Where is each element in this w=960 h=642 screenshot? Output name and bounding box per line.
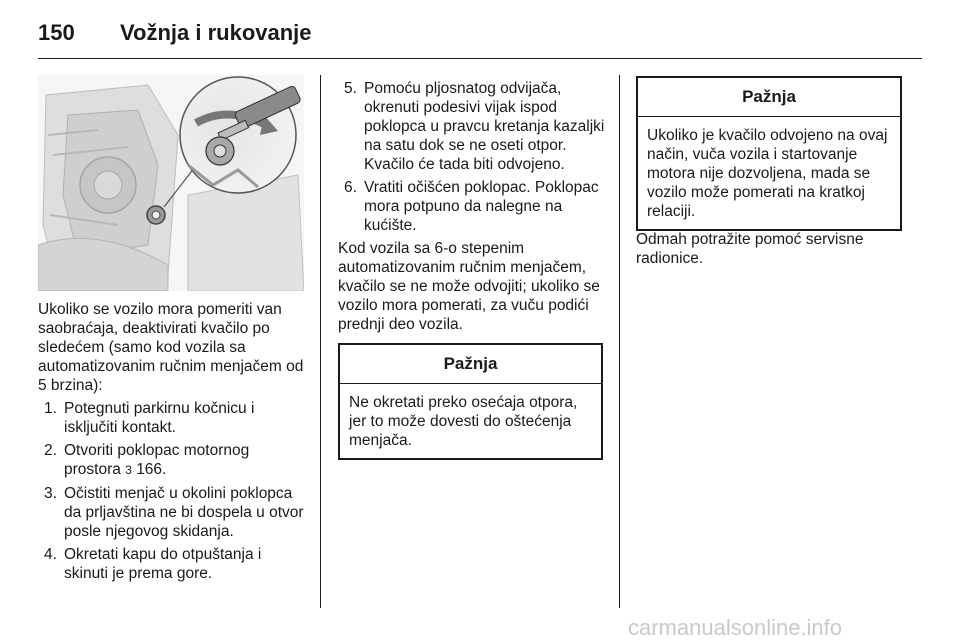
step-text: Otvoriti poklopac motornog prostora [64, 442, 250, 478]
column-1 [38, 300, 308, 587]
step-text: Vratiti očišćen poklopac. Poklopac mora potpuno da nalegne na kućište. [364, 179, 599, 234]
column-divider [619, 75, 620, 608]
step-number: 2. [44, 442, 57, 459]
page-ref[interactable]: 166. [136, 461, 167, 478]
step-number: 6. [344, 179, 357, 196]
list-item [38, 484, 308, 541]
body-paragraph: Odmah potražite pomoć servisne radionice. [636, 231, 864, 267]
page-ref-arrow-icon: 3 [125, 463, 132, 477]
body-paragraph: Kod vozila sa 6-o stepenim automatizovanim ručnim menjačem, kvačilo se ne može odvojiti; ukoliko se vozilo mora pomerati, za vuču podići prednji deo vozila. [338, 240, 600, 333]
notice-box [636, 76, 902, 231]
intro-paragraph: Ukoliko se vozilo mora pomeriti van saobraćaja, deaktivirati kvačilo po sledećem (samo kod vozila sa automatizovanim ručnim menjačem od 5 brzina): [38, 301, 304, 394]
page-number: 150 [38, 20, 75, 45]
step-text: Očistiti menjač u okolini poklopca da prljavština ne bi dospela u otvor posle njegovog skidanja. [64, 485, 304, 540]
steps-list [338, 79, 608, 235]
list-item [38, 399, 308, 437]
chapter-title: Vožnja i rukovanje [120, 20, 312, 45]
gearbox-illustration [38, 75, 304, 291]
step-number: 5. [344, 80, 357, 97]
notice-title: Pažnja [340, 345, 601, 384]
list-item [38, 441, 308, 480]
column-2 [338, 79, 608, 334]
watermark: carmanualsonline.info [628, 615, 843, 640]
step-text: Okretati kapu do otpuštanja i skinuti je prema gore. [64, 546, 262, 582]
step-number: 1. [44, 400, 57, 417]
step-number: 4. [44, 546, 57, 563]
header-rule [38, 58, 922, 59]
column-3 [636, 230, 906, 268]
list-item [38, 545, 308, 583]
notice-title: Pažnja [638, 78, 900, 117]
step-text: Potegnuti parkirnu kočnicu i isključiti kontakt. [64, 400, 255, 436]
step-number: 3. [44, 485, 57, 502]
notice-body: Ne okretati preko osećaja otpora, jer to može dovesti do oštećenja menjača. [349, 394, 578, 449]
page-header [38, 14, 922, 54]
column-divider [320, 75, 321, 608]
notice-body: Ukoliko je kvačilo odvojeno na ovaj način, vuča vozila i startovanje motora nije dozvoljena, mada se vozilo može pomerati na kratkoj relaciji. [647, 127, 888, 220]
notice-box [338, 343, 603, 460]
list-item [338, 178, 608, 235]
step-text: Pomoću pljosnatog odvijača, okrenuti podesivi vijak ispod poklopca u pravcu kretanja kazaljki na satu dok se ne oseti otpor. Kvačilo će tada biti odvojeno. [364, 80, 605, 173]
list-item [338, 79, 608, 174]
steps-list [38, 399, 308, 583]
